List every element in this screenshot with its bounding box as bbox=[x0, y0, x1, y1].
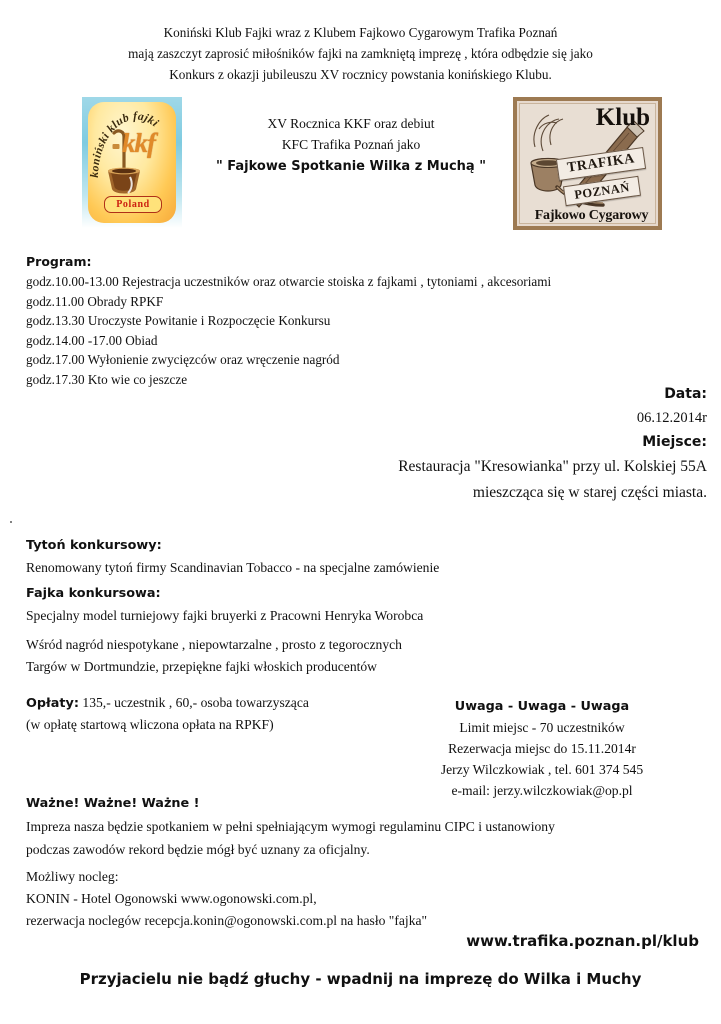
fees-label: Opłaty: bbox=[26, 696, 79, 711]
program-item: godz.13.30 Uroczyste Powitanie i Rozpoczęcie Konkursu bbox=[26, 313, 331, 329]
prizes-line-2: Targów w Dortmundzie, przepiękne fajki włoskich producentów bbox=[26, 659, 378, 674]
prizes-line-1: Wśród nagród niespotykane , niepowtarzalne , prosto z tegorocznych bbox=[26, 637, 402, 652]
invitation-line-1: Koniński Klub Fajki wraz z Klubem Fajkowo Cygarowym Trafika Poznań bbox=[163, 25, 558, 40]
program-heading: Program: bbox=[26, 254, 92, 269]
program-item: godz.10.00-13.00 Rejestracja uczestników oraz otwarcie stoiska z fajkami , tytoniami , akcesoriami bbox=[26, 274, 552, 289]
invitation-header bbox=[0, 22, 721, 85]
invitation-line-2: mają zaszczyt zaprosić miłośników fajki na zamkniętą imprezę , która odbędzie się jako bbox=[128, 46, 593, 61]
trafika-scroll-label: TRAFIKA bbox=[556, 147, 646, 181]
poznan-scroll-label: POZNAŃ bbox=[563, 176, 641, 206]
headline-line-2: KFC Trafika Poznań jako bbox=[281, 137, 421, 152]
notice-contact: Jerzy Wilczkowiak , tel. 601 374 545 bbox=[440, 762, 644, 777]
fees-value: 135,- uczestnik , 60,- osoba towarzysząca bbox=[82, 695, 309, 710]
place-line-2: mieszcząca się w starej części miasta. bbox=[472, 484, 707, 501]
notice-limit: Limit miejsc - 70 uczestników bbox=[459, 720, 625, 735]
fees-line bbox=[26, 692, 426, 714]
program-item: godz.11.00 Obrady RPKF bbox=[26, 293, 164, 309]
notice-section bbox=[377, 696, 707, 801]
notice-email: e-mail: jerzy.wilczkowiak@op.pl bbox=[451, 783, 633, 798]
important-line-2: podczas zawodów rekord będzie mógł być uznany za oficjalny. bbox=[26, 842, 370, 857]
tobacco-text: Renomowany tytoń firmy Scandinavian Tobacco - na specjalne zamówienie bbox=[26, 560, 440, 575]
notice-reservation: Rezerwacja miejsc do 15.11.2014r bbox=[448, 741, 636, 756]
svg-text:koniński klub fajki: koniński klub fajki bbox=[88, 110, 161, 178]
important-heading: Ważne! Ważne! Ważne ! bbox=[26, 796, 200, 811]
fees-section bbox=[26, 692, 426, 735]
important-section bbox=[26, 792, 676, 861]
event-headline bbox=[196, 113, 506, 178]
fajkowo-cygarowy-label: Fajkowo Cygarowy bbox=[534, 208, 649, 223]
accommodation-line-2: rezerwacja noclegów recepcja.konin@ogonowski.com.pl na hasło "fajka" bbox=[26, 913, 428, 928]
event-details-section bbox=[147, 382, 707, 506]
headline-line-1: XV Rocznica KKF oraz debiut bbox=[267, 116, 435, 131]
pipe-heading: Fajka konkursowa: bbox=[26, 586, 161, 601]
klub-title: Klub bbox=[595, 104, 650, 131]
invitation-line-3: Konkurs z okazji jubileuszu XV rocznicy powstania konińskiego Klubu. bbox=[169, 67, 552, 82]
website-link[interactable]: www.trafika.poznan.pl/klub bbox=[466, 932, 699, 950]
pipe-text: Specjalny model turniejowy fajki bruyerki z Pracowni Henryka Worobca bbox=[26, 608, 424, 623]
date-label: Data: bbox=[664, 386, 707, 402]
place-line-1: Restauracja "Kresowianka" przy ul. Kolskiej 55A bbox=[398, 458, 707, 475]
poland-banner: Poland bbox=[104, 196, 162, 213]
important-line-1: Impreza nasza będzie spotkaniem w pełni spełniającym wymogi regulaminu CIPC i ustanowiony bbox=[26, 819, 555, 834]
accommodation-section bbox=[26, 866, 676, 932]
program-section bbox=[26, 252, 626, 390]
pipe-section bbox=[26, 583, 666, 627]
klub-trafika-poznan-logo bbox=[513, 97, 662, 230]
program-item: godz.17.00 Wyłonienie zwycięzców oraz wręczenie nagród bbox=[26, 352, 340, 368]
kkf-monogram: kkf bbox=[122, 128, 155, 158]
date-value: 06.12.2014r bbox=[636, 410, 707, 426]
koninski-klub-fajki-logo bbox=[82, 97, 182, 228]
program-item: godz.14.00 -17.00 Obiad bbox=[26, 332, 158, 348]
prizes-section bbox=[26, 634, 666, 678]
closing-slogan: Przyjacielu nie bądź głuchy - wpadnij na imprezę do Wilka i Muchy bbox=[79, 970, 642, 988]
place-label: Miejsce: bbox=[642, 434, 707, 450]
tobacco-heading: Tytoń konkursowy: bbox=[26, 538, 162, 553]
accommodation-line-1: KONIN - Hotel Ogonowski www.ogonowski.com.pl, bbox=[26, 891, 317, 906]
tobacco-section bbox=[26, 535, 666, 579]
stray-dot-artifact bbox=[10, 521, 12, 523]
fees-note: (w opłatę startową wliczona opłata na RPKF) bbox=[26, 717, 274, 732]
accommodation-heading: Możliwy nocleg: bbox=[26, 869, 119, 884]
notice-heading: Uwaga - Uwaga - Uwaga bbox=[454, 699, 630, 714]
headline-line-3: " Fajkowe Spotkanie Wilka z Muchą " bbox=[215, 159, 487, 174]
program-item: godz.17.30 Kto wie co jeszcze bbox=[26, 371, 188, 387]
